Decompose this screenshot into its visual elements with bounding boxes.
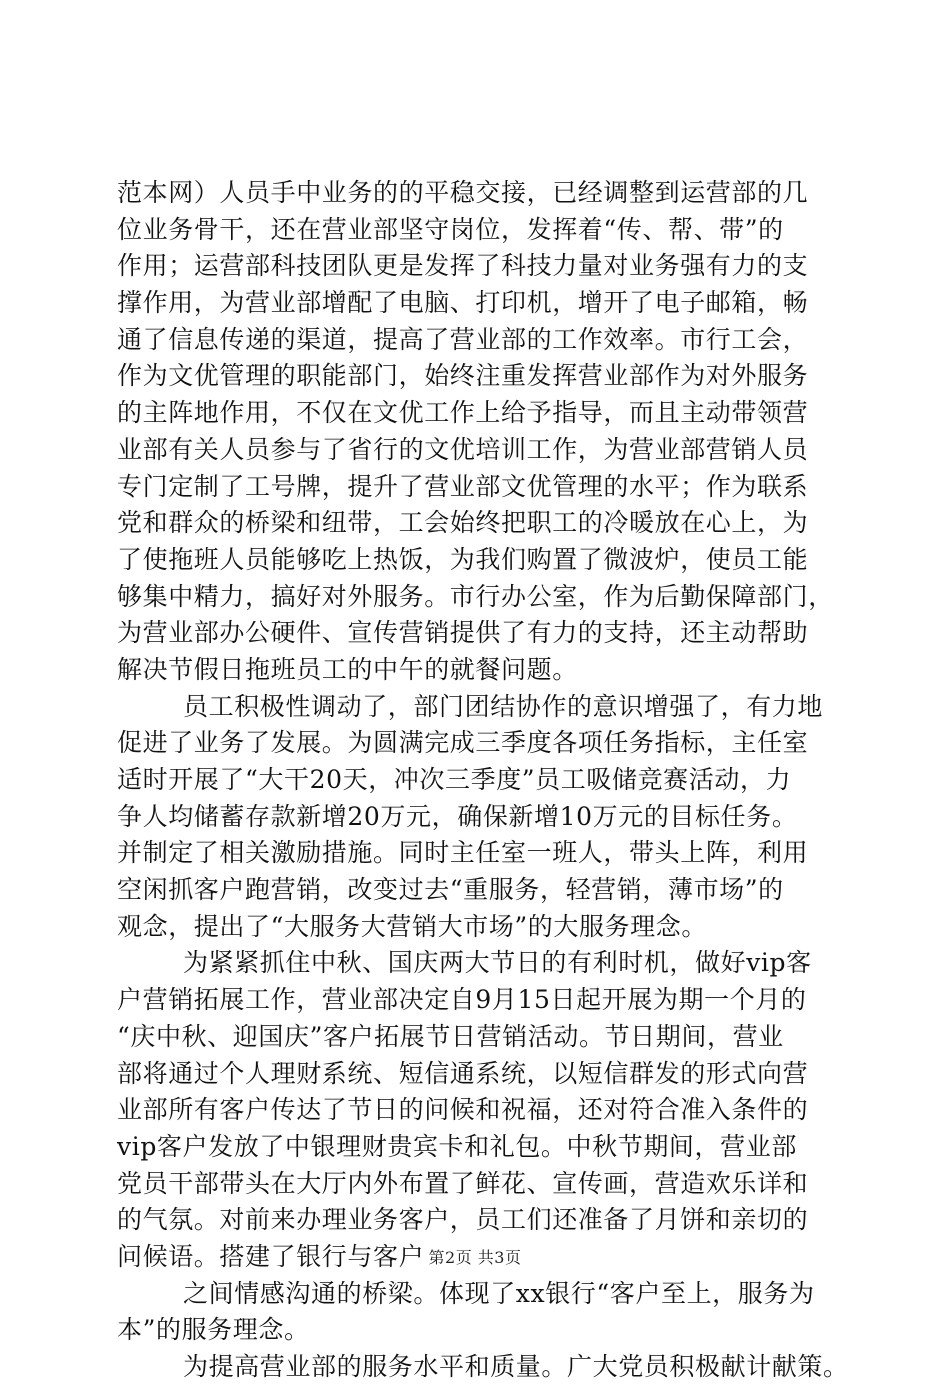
text-line: 适时开展了“大干20天，冲次三季度”员工吸储竞赛活动，力 [117,765,792,794]
text-line: 业部所有客户传达了节日的问候和祝福，还对符合准入条件的 [117,1095,809,1125]
text-line: 够集中精力，搞好对外服务。市行办公室，作为后勤保障部门， [117,581,834,611]
paragraph-first-line: 之间情感沟通的桥梁。体现了xx银行“客户至上，服务为 [183,1278,815,1308]
text-line: 作为文优管理的职能部门，始终注重发挥营业部作为对外服务 [117,361,809,391]
text-line: 问候语。搭建了银行与客户 [117,1241,425,1271]
text-line: 撑作用，为营业部增配了电脑、打印机，增开了电子邮箱，畅 [117,288,809,318]
body-text [117,175,847,1386]
text-line: 作用；运营部科技团队更是发挥了科技力量对业务强有力的支 [117,251,809,281]
text-line: “庆中秋、迎国庆”客户拓展节日营销活动。节日期间，营业 [117,1021,784,1051]
text-line: 促进了业务了发展。为圆满完成三季度各项任务指标，主任室 [117,728,809,758]
text-line: 专门定制了工号牌，提升了营业部文优管理的水平；作为联系 [117,471,809,501]
text-line: 户营销拓展工作，营业部决定自9月15日起开展为期一个月的 [117,985,807,1015]
text-line: 范本网）人员手中业务的的平稳交接，已经调整到运营部的几 [117,178,809,207]
text-line: 党员干部带头在大厅内外布置了鲜花、宣传画，营造欢乐详和 [117,1168,809,1198]
paragraph-first-line: 员工积极性调动了，部门团结协作的意识增强了，有力地 [183,691,824,721]
text-line: 观念，提出了“大服务大营销大市场”的大服务理念。 [117,911,707,941]
text-line: 通了信息传递的渠道，提高了营业部的工作效率。市行工会， [117,324,809,354]
text-line: 的主阵地作用，不仅在文优工作上给予指导，而且主动带领营 [117,398,809,428]
paragraph-first-line: 为提高营业部的服务水平和质量。广大党员积极献计献策。 [183,1352,849,1381]
text-line: 并制定了相关激励措施。同时主任室一班人，带头上阵，利用 [117,838,809,868]
text-line: 业部有关人员参与了省行的文优培训工作，为营业部营销人员 [117,434,809,464]
page-footer: 第2页 共3页 [428,1248,522,1267]
text-line: 解决节假日拖班员工的中午的就餐问题。 [117,654,578,684]
text-line: 争人均储蓄存款新增20万元，确保新增10万元的目标任务。 [117,801,798,831]
text-line: 了使拖班人员能够吃上热饭，为我们购置了微波炉，使员工能 [117,544,809,574]
text-line: 空闲抓客户跑营销，改变过去“重服务，轻营销，薄市场”的 [117,875,784,905]
text-line: 部将通过个人理财系统、短信通系统，以短信群发的形式向营 [117,1058,809,1088]
text-line: 本”的服务理念。 [117,1315,310,1345]
paragraph-first-line: 为紧紧抓住中秋、国庆两大节日的有利时机，做好vip客 [183,948,812,978]
text-line: vip客户发放了中银理财贵宾卡和礼包。中秋节期间，营业部 [117,1131,797,1161]
text-line: 位业务骨干，还在营业部坚守岗位，发挥着“传、帮、带”的 [117,214,784,244]
text-line: 党和群众的桥梁和纽带，工会始终把职工的冷暖放在心上，为 [117,508,809,538]
text-line: 为营业部办公硬件、宣传营销提供了有力的支持，还主动帮助 [117,618,809,648]
text-line: 的气氛。对前来办理业务客户，员工们还准备了月饼和亲切的 [117,1205,809,1235]
